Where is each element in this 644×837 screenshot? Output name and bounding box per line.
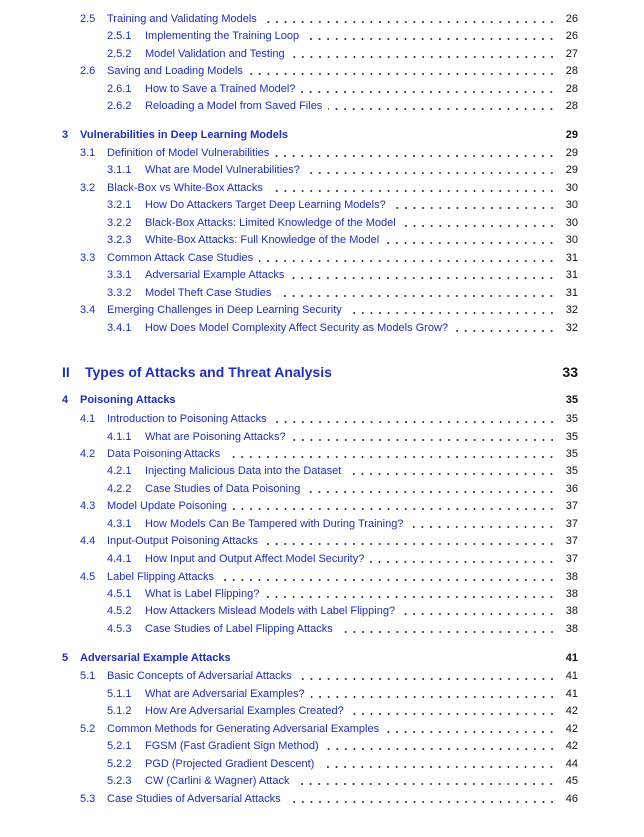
toc-entry-title[interactable]: How to Save a Trained Model? xyxy=(145,83,296,95)
toc-entry-number: II xyxy=(62,364,70,380)
toc-entry-section[interactable] xyxy=(0,569,644,585)
toc-entry-number: 5.3 xyxy=(80,793,96,805)
toc-entry-title[interactable]: What is Label Flipping? xyxy=(145,588,260,600)
toc-entry-number: 2.5.2 xyxy=(107,48,132,60)
toc-entry-page[interactable]: 35 xyxy=(565,431,578,443)
toc-entry-title[interactable]: FGSM (Fast Gradient Sign Method) xyxy=(145,740,319,752)
dot-leader xyxy=(325,738,556,754)
toc-entry-page[interactable]: 35 xyxy=(565,448,578,460)
dot-leader xyxy=(273,411,556,427)
dot-leader xyxy=(287,791,556,807)
toc-entry-title[interactable]: How Attackers Mislead Models with Label Flipping? xyxy=(145,605,396,617)
toc-entry-number: 4 xyxy=(62,394,69,406)
toc-entry-title[interactable]: What are Adversarial Examples? xyxy=(145,688,305,700)
toc-entry-page[interactable]: 38 xyxy=(565,605,578,617)
toc-entry-sub[interactable] xyxy=(0,429,644,445)
toc-entry-sub[interactable] xyxy=(0,603,644,619)
toc-entry-number: 4.3.1 xyxy=(107,518,132,530)
toc-entry-title[interactable]: Case Studies of Label Flipping Attacks xyxy=(145,623,333,635)
toc-entry-section[interactable] xyxy=(0,791,644,807)
toc-entry-page[interactable]: 27 xyxy=(565,48,578,60)
toc-entry-page[interactable]: 29 xyxy=(565,147,578,159)
dot-leader xyxy=(277,285,556,301)
toc-entry-number: 2.6 xyxy=(80,65,96,77)
toc-entry-title[interactable]: Implementing the Training Loop xyxy=(145,30,300,42)
dot-leader xyxy=(249,63,556,79)
dot-leader xyxy=(290,267,556,283)
toc-entry-number: 3.3 xyxy=(80,252,96,264)
toc-entry-part[interactable] xyxy=(0,361,644,383)
toc-entry-number: 3.1 xyxy=(80,147,96,159)
toc-entry-title[interactable]: Case Studies of Adversarial Attacks xyxy=(107,793,281,805)
toc-entry-page[interactable]: 36 xyxy=(565,483,578,495)
toc-entry-page[interactable]: 41 xyxy=(565,670,578,682)
toc-entry-sub[interactable] xyxy=(0,28,644,44)
toc-entry-sub[interactable] xyxy=(0,46,644,62)
toc-entry-number: 4.5 xyxy=(80,571,96,583)
toc-entry-sub[interactable] xyxy=(0,516,644,532)
toc-entry-number: 4.5.3 xyxy=(107,623,132,635)
toc-entry-number: 2.5.1 xyxy=(107,30,132,42)
toc-entry-page[interactable]: 41 xyxy=(565,652,578,664)
dot-leader xyxy=(306,481,556,497)
toc-entry-title[interactable]: What are Model Vulnerabilities? xyxy=(145,164,300,176)
toc-entry-title[interactable]: How Does Model Complexity Affect Security as Models Grow? xyxy=(145,322,449,334)
toc-entry-section[interactable] xyxy=(0,668,644,684)
toc-entry-title[interactable]: Poisoning Attacks xyxy=(80,394,176,406)
toc-entry-sub[interactable] xyxy=(0,463,644,479)
toc-entry-page[interactable]: 33 xyxy=(562,364,578,380)
toc-entry-title[interactable]: How Do Attackers Target Deep Learning Models? xyxy=(145,199,386,211)
dot-leader xyxy=(370,551,556,567)
dot-leader xyxy=(265,586,556,602)
toc-entry-number: 5.2 xyxy=(80,723,96,735)
toc-entry-page[interactable]: 38 xyxy=(565,588,578,600)
dot-leader xyxy=(259,250,556,266)
toc-entry-section[interactable] xyxy=(0,180,644,196)
toc-entry-sub[interactable] xyxy=(0,621,644,637)
toc-entry-number: 2.6.1 xyxy=(107,83,132,95)
toc-entry-page[interactable]: 35 xyxy=(565,394,578,406)
dot-leader xyxy=(264,533,556,549)
toc-entry-number: 5.1.2 xyxy=(107,705,132,717)
toc-entry-page[interactable]: 28 xyxy=(565,65,578,77)
dot-leader xyxy=(226,446,556,462)
dot-leader xyxy=(291,46,556,62)
toc-entry-title[interactable]: Model Theft Case Studies xyxy=(145,287,272,299)
toc-entry-page[interactable]: 29 xyxy=(565,129,578,141)
toc-entry-page[interactable]: 37 xyxy=(565,518,578,530)
toc-entry-number: 3.2.1 xyxy=(107,199,132,211)
toc-entry-number: 3 xyxy=(62,129,69,141)
toc-entry-title[interactable]: CW (Carlini & Wagner) Attack xyxy=(145,775,290,787)
toc-entry-section[interactable] xyxy=(0,250,644,266)
toc-entry-title[interactable]: Black-Box vs White-Box Attacks xyxy=(107,182,263,194)
toc-entry-sub[interactable] xyxy=(0,215,644,231)
dot-leader xyxy=(347,463,556,479)
toc-entry-sub[interactable] xyxy=(0,320,644,336)
toc-entry-page[interactable]: 32 xyxy=(565,304,578,316)
toc-entry-page[interactable]: 37 xyxy=(565,553,578,565)
dot-leader xyxy=(339,621,556,637)
toc-entry-number: 4.1 xyxy=(80,413,96,425)
toc-entry-title[interactable]: Vulnerabilities in Deep Learning Models xyxy=(80,129,289,141)
toc-entry-sub[interactable] xyxy=(0,586,644,602)
toc-entry-number: 3.4 xyxy=(80,304,96,316)
toc-entry-number: 4.5.1 xyxy=(107,588,132,600)
toc-entry-sub[interactable] xyxy=(0,232,644,248)
toc-entry-number: 5.2.2 xyxy=(107,758,132,770)
toc-entry-section[interactable] xyxy=(0,533,644,549)
toc-entry-section[interactable] xyxy=(0,498,644,514)
toc-entry-title[interactable]: Reloading a Model from Saved Files xyxy=(145,100,323,112)
dot-leader xyxy=(292,429,556,445)
dot-leader xyxy=(320,756,556,772)
dot-leader xyxy=(301,81,556,97)
dot-leader xyxy=(401,603,556,619)
toc-entry-page[interactable]: 38 xyxy=(565,571,578,583)
toc-entry-title[interactable]: Model Update Poisoning xyxy=(107,500,227,512)
toc-entry-title[interactable]: How Input and Output Affect Model Security? xyxy=(145,553,365,565)
toc-entry-title[interactable]: How Models Can Be Tampered with During Training? xyxy=(145,518,404,530)
toc-entry-title[interactable]: Saving and Loading Models xyxy=(107,65,243,77)
toc-entry-title[interactable]: Black-Box Attacks: Limited Knowledge of the Model xyxy=(145,217,396,229)
toc-entry-page[interactable]: 30 xyxy=(565,234,578,246)
dot-leader xyxy=(263,11,556,27)
toc-entry-number: 5.1.1 xyxy=(107,688,132,700)
toc-entry-sub[interactable] xyxy=(0,162,644,178)
toc-entry-page[interactable]: 30 xyxy=(565,199,578,211)
toc-entry-sub[interactable] xyxy=(0,197,644,213)
toc-entry-number: 4.2.2 xyxy=(107,483,132,495)
toc-entry-title[interactable]: Types of Attacks and Threat Analysis xyxy=(85,364,332,380)
toc-entry-sub[interactable] xyxy=(0,267,644,283)
toc-entry-page[interactable]: 42 xyxy=(565,705,578,717)
toc-entry-page[interactable]: 31 xyxy=(565,252,578,264)
toc-entry-title[interactable]: Adversarial Example Attacks xyxy=(80,652,231,664)
toc-entry-sub[interactable] xyxy=(0,81,644,97)
toc-entry-title[interactable]: Label Flipping Attacks xyxy=(107,571,215,583)
toc-entry-page[interactable]: 42 xyxy=(565,723,578,735)
toc-entry-page[interactable]: 35 xyxy=(565,465,578,477)
toc-entry-page[interactable]: 29 xyxy=(565,164,578,176)
toc-entry-title[interactable]: Data Poisoning Attacks xyxy=(107,448,221,460)
toc-entry-page[interactable]: 45 xyxy=(565,775,578,787)
dot-leader xyxy=(402,215,556,231)
toc-entry-title[interactable]: Common Methods for Generating Adversarial Examples xyxy=(107,723,380,735)
toc-entry-title[interactable]: What are Poisoning Attacks? xyxy=(145,431,286,443)
toc-entry-number: 4.3 xyxy=(80,500,96,512)
dot-leader xyxy=(269,180,556,196)
toc-entry-page[interactable]: 28 xyxy=(565,100,578,112)
toc-entry-number: 2.5 xyxy=(80,13,96,25)
dot-leader xyxy=(409,516,556,532)
toc-entry-number: 4.2.1 xyxy=(107,465,132,477)
toc-entry-section[interactable] xyxy=(0,302,644,318)
toc-entry-page[interactable]: 26 xyxy=(565,30,578,42)
toc-entry-section[interactable] xyxy=(0,721,644,737)
toc-entry-section[interactable] xyxy=(0,446,644,462)
toc-entry-title[interactable]: Model Validation and Testing xyxy=(145,48,285,60)
dot-leader xyxy=(298,668,556,684)
toc-entry-page[interactable]: 35 xyxy=(565,413,578,425)
toc-entry-title[interactable]: Injecting Malicious Data into the Dataset xyxy=(145,465,342,477)
toc-entry-number: 4.5.2 xyxy=(107,605,132,617)
toc-entry-number: 5.2.3 xyxy=(107,775,132,787)
toc-entry-number: 5.1 xyxy=(80,670,96,682)
dot-leader xyxy=(220,569,556,585)
toc-entry-title[interactable]: Input-Output Poisoning Attacks xyxy=(107,535,259,547)
dot-leader xyxy=(311,686,556,702)
toc-entry-title[interactable]: White-Box Attacks: Full Knowledge of the Model xyxy=(145,234,380,246)
toc-entry-number: 3.3.2 xyxy=(107,287,132,299)
toc-entry-page[interactable]: 38 xyxy=(565,623,578,635)
dot-leader xyxy=(348,302,556,318)
toc-entry-page[interactable]: 31 xyxy=(565,287,578,299)
toc-entry-sub[interactable] xyxy=(0,703,644,719)
toc-entry-number: 3.4.1 xyxy=(107,322,132,334)
toc-entry-sub[interactable] xyxy=(0,773,644,789)
toc-entry-page[interactable]: 32 xyxy=(565,322,578,334)
dot-leader xyxy=(454,320,556,336)
dot-leader xyxy=(233,498,556,514)
dot-leader xyxy=(306,162,556,178)
dot-leader xyxy=(392,197,556,213)
toc-entry-sub[interactable] xyxy=(0,756,644,772)
toc-entry-page[interactable]: 41 xyxy=(565,688,578,700)
toc-entry-section[interactable] xyxy=(0,145,644,161)
toc-entry-title[interactable]: How Are Adversarial Examples Created? xyxy=(145,705,344,717)
toc-entry-title[interactable]: Training and Validating Models xyxy=(107,13,257,25)
toc-entry-number: 3.2.3 xyxy=(107,234,132,246)
toc-entry-number: 3.2 xyxy=(80,182,96,194)
toc-entry-page[interactable]: 28 xyxy=(565,83,578,95)
toc-entry-title[interactable]: Adversarial Example Attacks xyxy=(145,269,285,281)
toc-entry-title[interactable]: Emerging Challenges in Deep Learning Security xyxy=(107,304,342,316)
toc-entry-title[interactable]: Definition of Model Vulnerabilities xyxy=(107,147,270,159)
dot-leader xyxy=(385,232,556,248)
toc-entry-page[interactable]: 30 xyxy=(565,182,578,194)
toc-entry-number: 3.1.1 xyxy=(107,164,132,176)
toc-entry-number: 4.2 xyxy=(80,448,96,460)
dot-leader xyxy=(295,773,556,789)
toc-entry-page[interactable]: 30 xyxy=(565,217,578,229)
toc-entry-title[interactable]: Introduction to Poisoning Attacks xyxy=(107,413,267,425)
toc-entry-sub[interactable] xyxy=(0,98,644,114)
toc-entry-page[interactable]: 42 xyxy=(565,740,578,752)
toc-entry-page[interactable]: 46 xyxy=(565,793,578,805)
toc-entry-sub[interactable] xyxy=(0,285,644,301)
toc-entry-sub[interactable] xyxy=(0,551,644,567)
dot-leader xyxy=(305,28,556,44)
toc-entry-sub[interactable] xyxy=(0,738,644,754)
toc-entry-title[interactable]: PGD (Projected Gradient Descent) xyxy=(145,758,315,770)
toc-entry-number: 2.6.2 xyxy=(107,100,132,112)
toc-entry-section[interactable] xyxy=(0,411,644,427)
toc-entry-title[interactable]: Common Attack Case Studies xyxy=(107,252,254,264)
toc-entry-page[interactable]: 44 xyxy=(565,758,578,770)
toc-entry-number: 3.2.2 xyxy=(107,217,132,229)
dot-leader xyxy=(350,703,556,719)
toc-entry-sub[interactable] xyxy=(0,481,644,497)
toc-entry-title[interactable]: Basic Concepts of Adversarial Attacks xyxy=(107,670,292,682)
toc-entry-chapter[interactable] xyxy=(0,650,644,666)
toc-entry-page[interactable]: 37 xyxy=(565,500,578,512)
toc-entry-number: 4.4.1 xyxy=(107,553,132,565)
toc-entry-page[interactable]: 31 xyxy=(565,269,578,281)
toc-entry-page[interactable]: 37 xyxy=(565,535,578,547)
toc-entry-section[interactable] xyxy=(0,11,644,27)
dot-leader xyxy=(275,145,556,161)
toc-entry-title[interactable]: Case Studies of Data Poisoning xyxy=(145,483,301,495)
toc-entry-section[interactable] xyxy=(0,63,644,79)
toc-entry-sub[interactable] xyxy=(0,686,644,702)
toc-entry-number: 4.4 xyxy=(80,535,96,547)
toc-entry-chapter[interactable] xyxy=(0,127,644,143)
toc-entry-page[interactable]: 26 xyxy=(565,13,578,25)
toc-entry-number: 5 xyxy=(62,652,69,664)
toc-entry-number: 4.1.1 xyxy=(107,431,132,443)
dot-leader xyxy=(328,98,556,114)
toc-entry-chapter[interactable] xyxy=(0,392,644,408)
toc-entry-number: 5.2.1 xyxy=(107,740,132,752)
dot-leader xyxy=(385,721,556,737)
toc-entry-number: 3.3.1 xyxy=(107,269,132,281)
